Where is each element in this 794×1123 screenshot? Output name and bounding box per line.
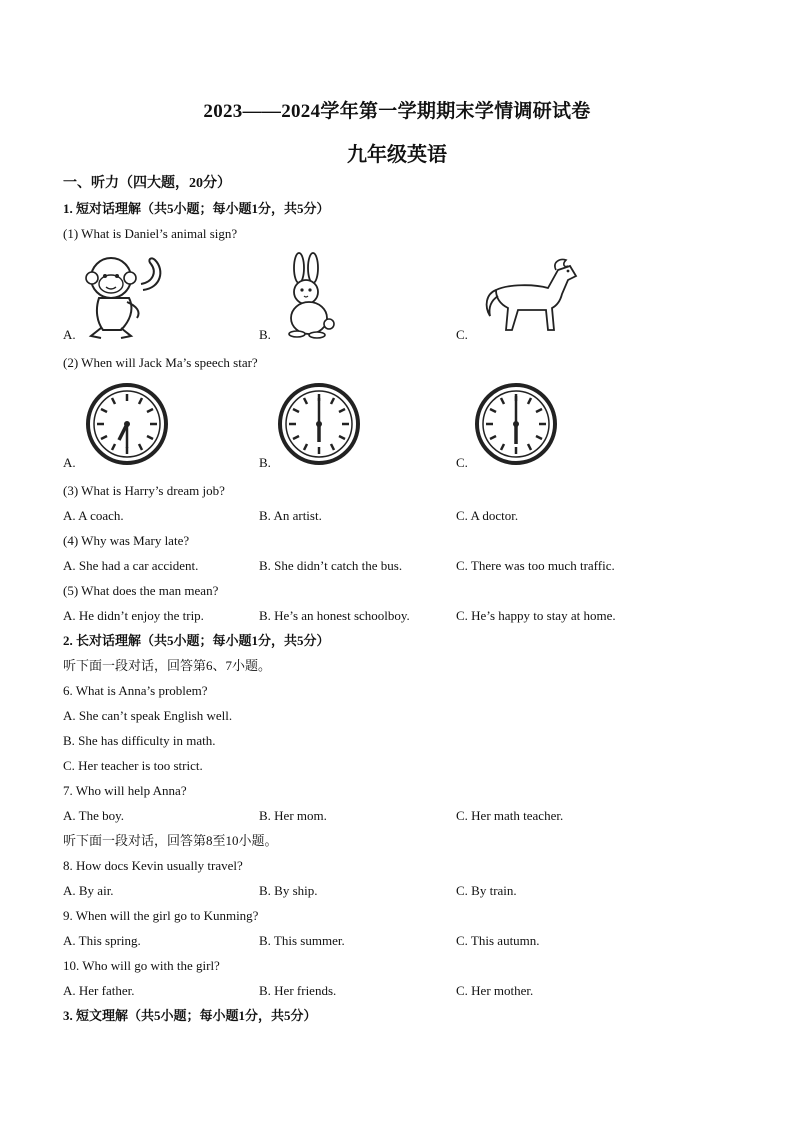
q2-option-a: [63, 372, 243, 472]
q1-question: (1) What is Daniel’s animal sign?: [63, 226, 238, 241]
q1-option-b-label: B.: [259, 327, 271, 342]
section-heading-listening: 一、听力（四大题，20分）: [63, 176, 231, 191]
part3-heading: 3. 短文理解（共5小题；每小题1分，共5分）: [63, 1008, 317, 1023]
q2-question: (2) When will Jack Ma’s speech star?: [63, 355, 258, 370]
q2-option-b-label: B.: [259, 455, 271, 470]
q5-option-c: C. He’s happy to stay at home.: [456, 608, 616, 623]
q1-option-c: [456, 244, 656, 344]
clock-icon: [85, 382, 169, 466]
q3-option-b: B. An artist.: [259, 508, 322, 523]
q5-question: (5) What does the man mean?: [63, 583, 219, 598]
q1-option-c-label: C.: [456, 327, 468, 342]
q10-option-c: C. Her mother.: [456, 983, 534, 998]
q9-option-a: A. This spring.: [63, 933, 141, 948]
q2-option-b: [259, 372, 439, 472]
q10-question: 10. Who will go with the girl?: [63, 958, 220, 973]
q6-option-b: B. She has difficulty in math.: [63, 733, 216, 748]
part2-intro-1: 听下面一段对话，回答第6、7小题。: [63, 658, 272, 673]
q3-option-a: A. A coach.: [63, 508, 124, 523]
q7-option-c: C. Her math teacher.: [456, 808, 564, 823]
q4-option-a: A. She had a car accident.: [63, 558, 199, 573]
q8-option-c: C. By train.: [456, 883, 517, 898]
q9-option-b: B. This summer.: [259, 933, 345, 948]
q2-image-options: [63, 372, 703, 472]
part2-heading: 2. 长对话理解（共5小题；每小题1分，共5分）: [63, 633, 330, 648]
clock-icon: [277, 382, 361, 466]
exam-title: 2023——2024学年第一学期期末学情调研试卷: [203, 101, 591, 122]
horse-icon: [478, 250, 582, 338]
q5-option-a: A. He didn’t enjoy the trip.: [63, 608, 204, 623]
q3-question: (3) What is Harry’s dream job?: [63, 483, 225, 498]
q4-question: (4) Why was Mary late?: [63, 533, 190, 548]
q7-question: 7. Who will help Anna?: [63, 783, 187, 798]
q10-option-b: B. Her friends.: [259, 983, 337, 998]
q2-option-c: [456, 372, 636, 472]
q3-option-c: C. A doctor.: [456, 508, 519, 523]
q7-option-a: A. The boy.: [63, 808, 125, 823]
q8-question: 8. How docs Kevin usually travel?: [63, 858, 243, 873]
rabbit-icon: [277, 252, 341, 342]
q4-option-b: B. She didn’t catch the bus.: [259, 558, 403, 573]
exam-subtitle: 九年级英语: [347, 144, 447, 166]
q9-question: 9. When will the girl go to Kunming?: [63, 908, 259, 923]
part2-intro-2: 听下面一段对话，回答第8至10小题。: [63, 833, 278, 848]
part1-heading: 1. 短对话理解（共5小题；每小题1分，共5分）: [63, 201, 330, 216]
q7-option-b: B. Her mom.: [259, 808, 327, 823]
q4-option-c: C. There was too much traffic.: [456, 558, 615, 573]
clock-icon: [474, 382, 558, 466]
q10-option-a: A. Her father.: [63, 983, 135, 998]
q1-option-b: [259, 244, 439, 344]
q6-option-c: C. Her teacher is too strict.: [63, 758, 203, 773]
monkey-icon: [81, 250, 165, 342]
q1-image-options: [63, 244, 703, 344]
q1-option-a: [63, 244, 243, 344]
q9-option-c: C. This autumn.: [456, 933, 540, 948]
q1-option-a-label: A.: [63, 327, 76, 342]
q8-option-a: A. By air.: [63, 883, 114, 898]
q2-option-a-label: A.: [63, 455, 76, 470]
q8-option-b: B. By ship.: [259, 883, 318, 898]
q6-option-a: A. She can’t speak English well.: [63, 708, 233, 723]
q6-question: 6. What is Anna’s problem?: [63, 683, 208, 698]
q5-option-b: B. He’s an honest schoolboy.: [259, 608, 410, 623]
q2-option-c-label: C.: [456, 455, 468, 470]
